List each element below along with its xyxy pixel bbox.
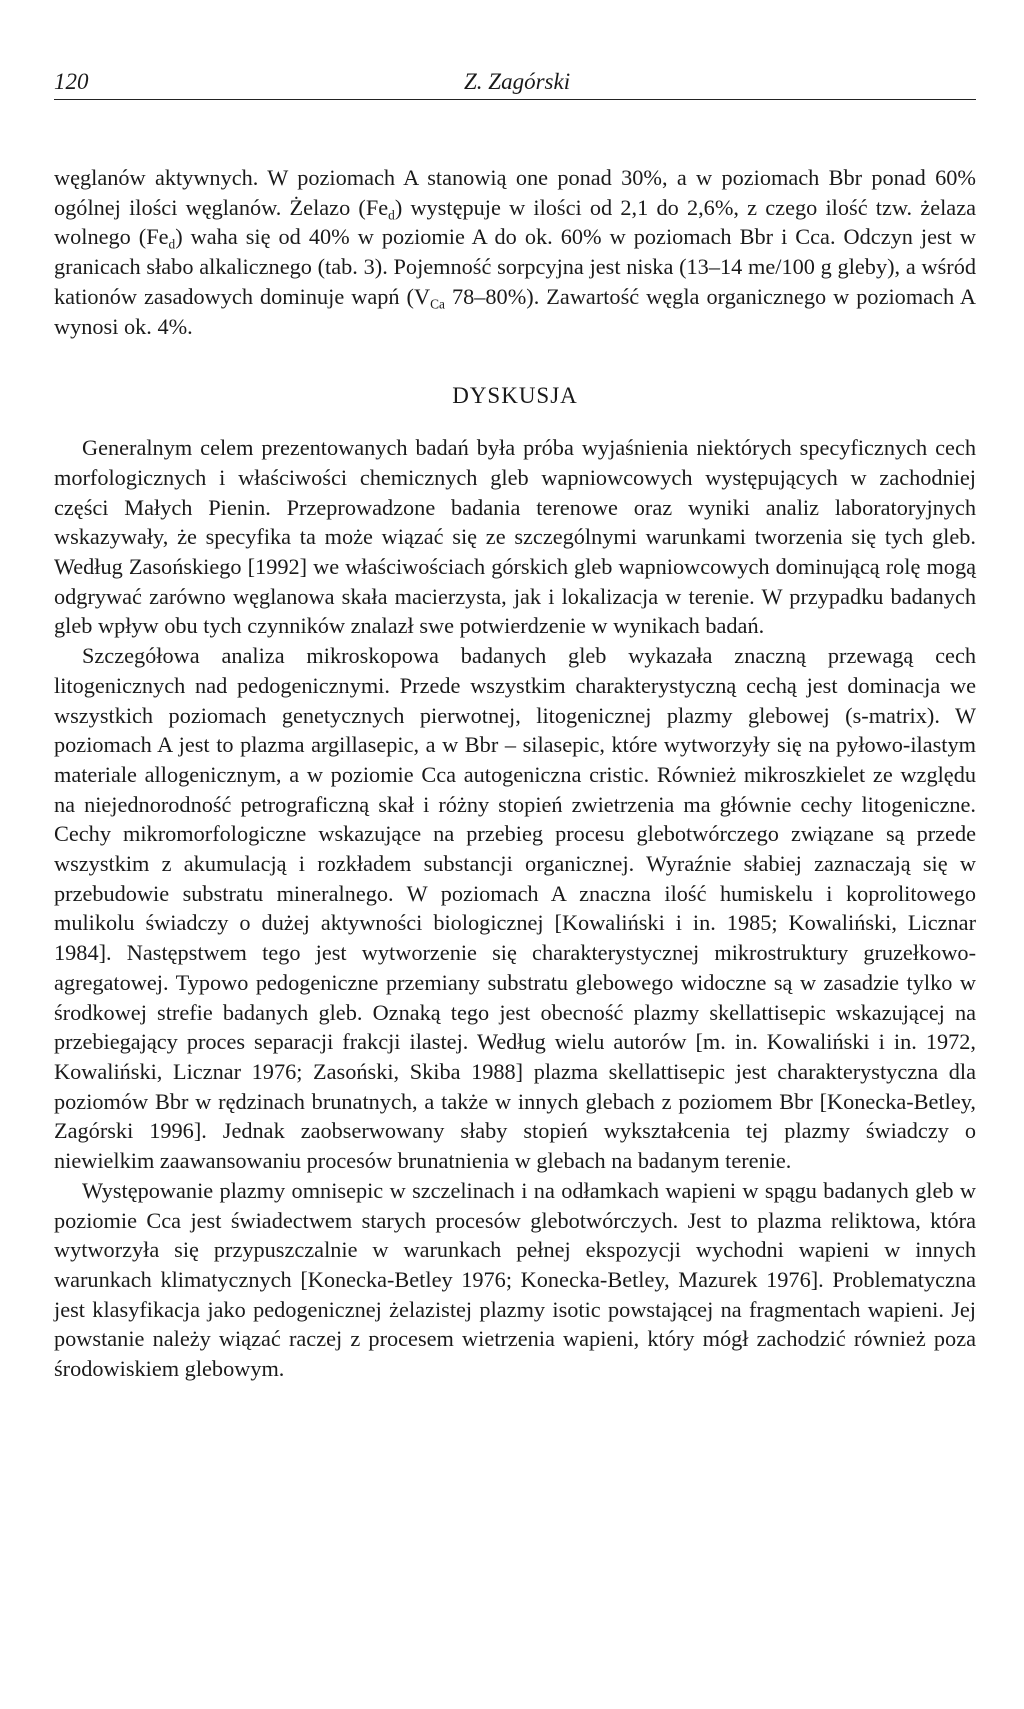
- running-head-author: Z. Zagórski: [464, 69, 571, 94]
- discussion-paragraph-1: Generalnym celem prezentowanych badań była próba wyjaśnienia niektórych specyficznych cech morfologicznych i właściwości chemicznych gleb wapniowcowych występujących w zachodniej części Małych Pienin. Przeprowadzone badania terenowe oraz wyniki analiz laboratoryjnych wskazywały, że specyfika ta może wiązać się ze szczególnymi warunkami tworzenia się tych gleb. Według Zasońskiego [1992] we właściwościach górskich gleb wapniowcowych dominującą rolę mogą odgrywać zarówno węglanowa skała macierzysta, jak i lokalizacja w terenie. W przypadku badanych gleb wpływ obu tych czynników znalazł swe potwierdzenie w wynikach badań.: [54, 435, 976, 639]
- discussion-paragraph-2: Szczegółowa analiza mikroskopowa badanych gleb wykazała znaczną przewagą cech litogenicznych nad pedogenicznymi. Przede wszystkim charakterystyczną cechą jest dominacja we wszystkich poziomach genetycznych pierwotnej, litogenicznej plazmy glebowej (s-matrix). W poziomach A jest to plazma argillasepic, a w Bbr – silasepic, które wytworzyły się na pyłowo-ilastym materiale allogenicznym, a w poziomie Cca autogeniczna cristic. Również mikroszkielet ze względu na niejednorodność petrograficzną skał i różny stopień zwietrzenia ma głównie cechy litogeniczne. Cechy mikromorfologiczne wskazujące na przebieg procesu glebotwórczego związane są przede wszystkim z akumulacją i rozkładem substancji organicznej. Wyraźnie słabiej zaznaczają się w przebudowie substratu mineralnego. W poziomach A znaczna ilość humiskelu i koprolitowego mulikolu świadczy o dużej aktywności biologicznej [Kowaliński i in. 1985; Kowaliński, Licznar 1984]. Następstwem tego jest wytworzenie się charakterystycznej mikrostruktury gruzełkowo-agregatowej. Typowo pedogeniczne przemiany substratu glebowego widoczne są w zasadzie tylko w środkowej strefie badanych gleb. Oznaką tego jest obecność plazmy skellattisepic wskazującej na przebiegający proces separacji frakcji ilastej. Według wielu autorów [m. in. Kowaliński i in. 1972, Kowaliński, Licznar 1976; Zasoński, Skiba 1988] plazma skellattisepic jest charakterystyczna dla poziomów Bbr w rędzinach brunatnych, a także w innych glebach z poziomem Bbr [Konecka-Betley, Zagórski 1996]. Jednak zaobserwowany słaby stopień wykształcenia tej plazmy świadczy o niewielkim zaawansowaniu procesów brunatnienia w glebach na badanym terenie.: [54, 643, 976, 1174]
- section-heading: DYSKUSJA: [452, 383, 578, 409]
- discussion-paragraph-3: Występowanie plazmy omnisepic w szczelinach i na odłamkach wapieni w spągu badanych gleb w poziomie Cca jest świadectwem starych procesów glebotwórczych. Jest to plazma reliktowa, która wytworzyła się przypuszczalnie w warunkach pełnej ekspozycji wychodni wapieni w innych warunkach klimatycznych [Konecka-Betley 1976; Konecka-Betley, Mazurek 1976]. Problematyczna jest klasyfikacja jako pedogenicznej żelazistej plazmy isotic powstającej na fragmentach wapieni. Jej powstanie należy wiązać raczej z procesem wietrzenia wapieni, który mógł zachodzić również poza środowiskiem glebowym.: [54, 1177, 976, 1382]
- subscript-d-2: d: [168, 237, 176, 253]
- intro-text-1: węglanów aktywnych. W poziomach A stanowią one ponad 30%, a w poziomach Bbr ponad 60% ogólnej ilości węglanów. Żelazo (Fe: [54, 165, 976, 220]
- page-number: 120: [54, 69, 89, 94]
- subscript-ca: Ca: [430, 296, 445, 312]
- body-text: [54, 163, 976, 1384]
- intro-text-2: ) występuje w ilości od 2,1 do 2,6%, z czego ilość tzw. żelaza wolnego (Fe: [54, 194, 976, 250]
- intro-paragraph: [54, 163, 976, 341]
- running-header: [54, 68, 976, 100]
- intro-text-3: ) waha się od 40% w poziomie A do ok. 60% w poziomach Bbr i Cca. Odczyn jest w granicach słabo alkalicznego (tab. 3). Pojemność sorpcyjna jest niska (13–14 me/100 g gleby), a wśród kationów zasadowych dominuje wapń (V: [54, 224, 977, 309]
- intro-text-4: 78–80%). Zawartość węgla organicznego w poziomach A wynosi ok. 4%.: [54, 283, 976, 339]
- subscript-d-1: d: [388, 207, 395, 223]
